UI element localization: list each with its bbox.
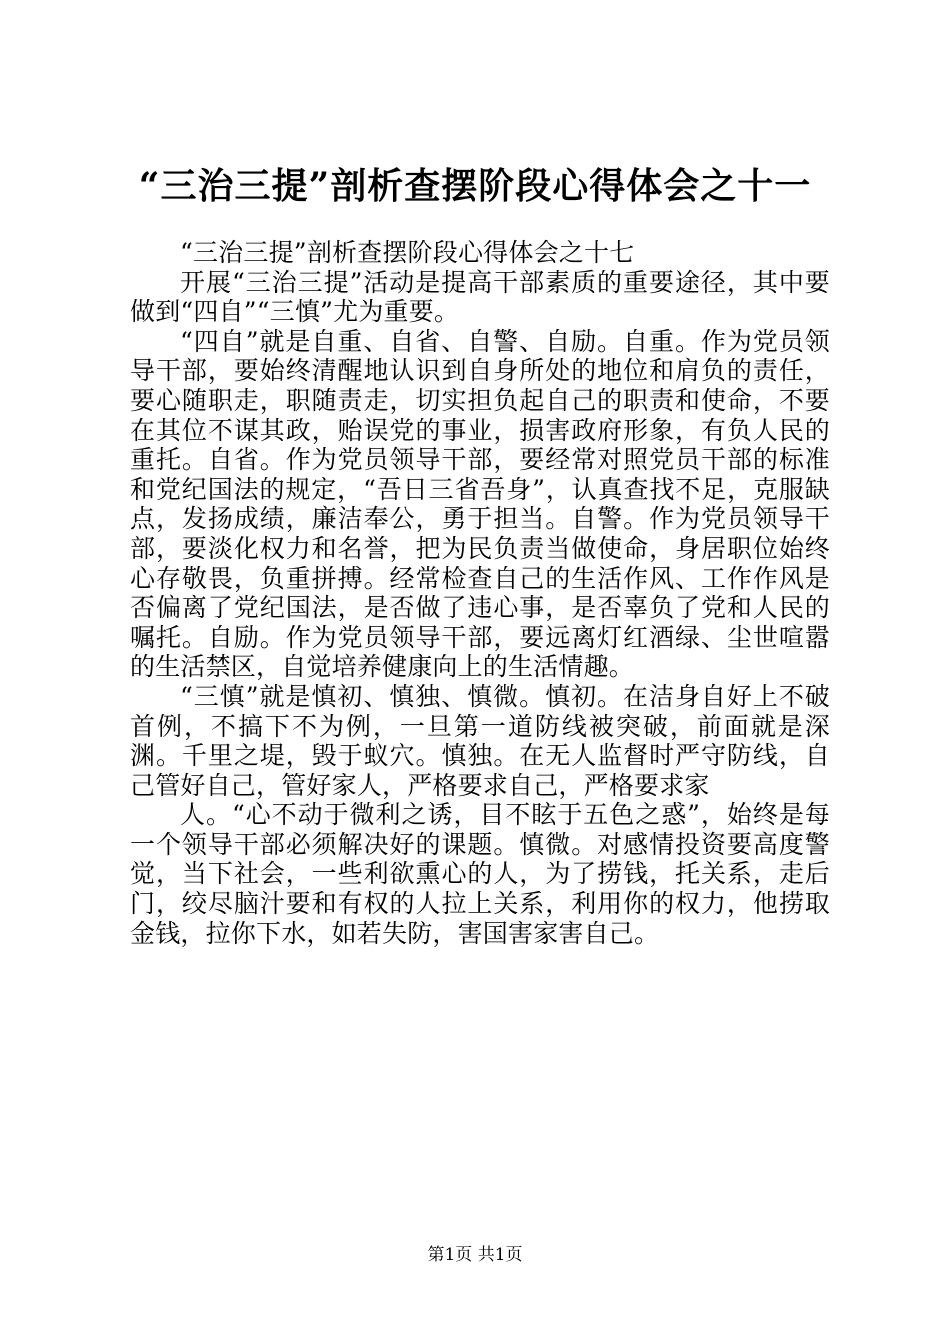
paragraph-three-caution: “三慎”就是慎初、慎独、慎微。慎初。在洁身自好上不破首例，不搞下不为例，一旦第一道防线被突破，前面就是深渊。千里之堤，毁于蚁穴。慎独。在无人监督时严守防线，自己管好自己，管好家人，严格要求自己，严格要求家: [130, 681, 830, 800]
paragraph-intro: 开展“三治三提”活动是提高干部素质的重要途径，其中要做到“四自”“三慎”尤为重要。: [130, 267, 830, 327]
paragraph-four-self: “四自”就是自重、自省、自警、自励。自重。作为党员领导干部，要始终清醒地认识到自身所处的地位和肩负的责任，要心随职走，职随责走，切实担负起自己的职责和使命，不要在其位不谋其政，贻误党的事业，损害政府形象，有负人民的重托。自省。作为党员领导干部，要经常对照党员干部的标准和党纪国法的规定，“吾日三省吾身”，认真查找不足，克服缺点，发扬成绩，廉洁奉公，勇于担当。自警。作为党员领导干部，要淡化权力和名誉，把为民负责当做使命，身居职位始终心存敬畏，负重拼搏。经常检查自己的生活作风、工作作风是否偏离了党纪国法，是否做了违心事，是否辜负了党和人民的嘱托。自励。作为党员领导干部，要远离灯红酒绿、尘世喧嚣的生活禁区，自觉培养健康向上的生活情趣。: [130, 326, 830, 682]
document-title: “三治三提”剖析查摆阶段心得体会之十一: [138, 165, 812, 207]
paragraph-conclusion: 人。“心不动于微利之诱，目不眩于五色之惑”，始终是每一个领导干部必须解决好的课题。慎微。对感情投资要高度警觉，当下社会，一些利欲熏心的人，为了捞钱，托关系，走后门，绞尽脑汁要和有权的人拉上关系，利用你的权力，他捞取金钱，拉你下水，如若失防，害国害家害自己。: [130, 800, 830, 948]
paragraph-subtitle: “三治三提”剖析查摆阶段心得体会之十七: [180, 238, 635, 267]
page-number-footer: 第1页 共1页: [427, 1245, 523, 1265]
document-body: [130, 238, 830, 948]
